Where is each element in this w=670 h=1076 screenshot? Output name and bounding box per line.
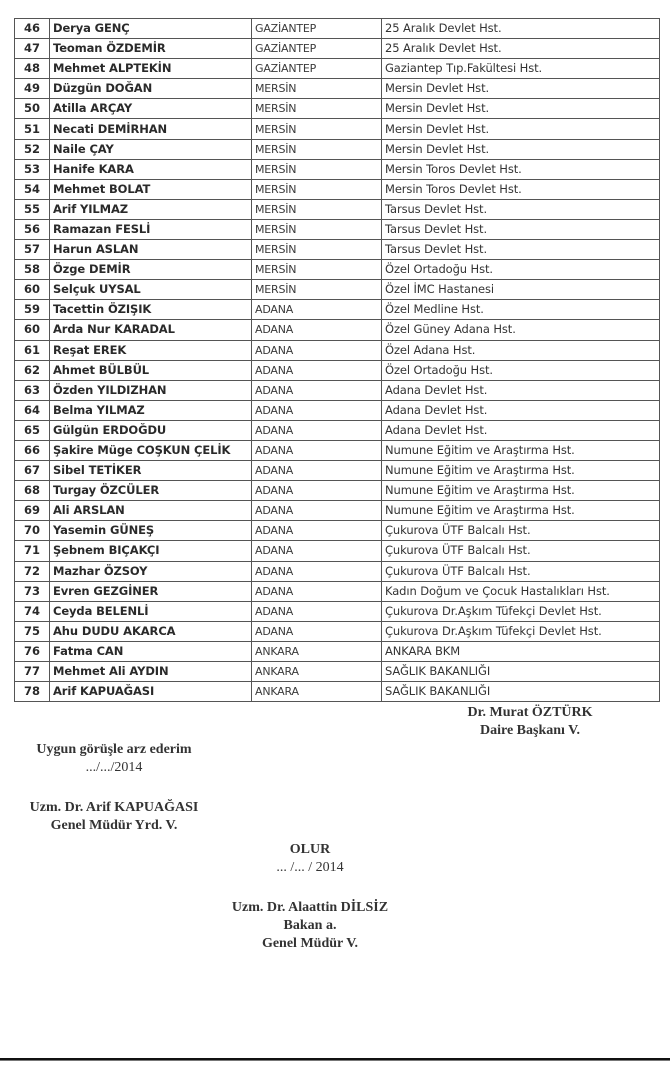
- city-cell: GAZİANTEP: [252, 39, 382, 59]
- city-cell: ADANA: [252, 461, 382, 481]
- table-row: [15, 501, 660, 521]
- hospital-cell: Mersin Toros Devlet Hst.: [382, 159, 660, 179]
- person-name-cell: Teoman ÖZDEMİR: [50, 39, 252, 59]
- city-cell: ADANA: [252, 481, 382, 501]
- table-row: [15, 621, 660, 641]
- person-name-cell: Şakire Müge COŞKUN ÇELİK: [50, 440, 252, 460]
- hospital-cell: Çukurova Dr.Aşkım Tüfekçi Devlet Hst.: [382, 601, 660, 621]
- table-row: [15, 662, 660, 682]
- table-row: [15, 581, 660, 601]
- row-number-cell: 49: [15, 79, 50, 99]
- person-name-cell: Özden YILDIZHAN: [50, 380, 252, 400]
- city-cell: ADANA: [252, 420, 382, 440]
- hospital-cell: 25 Aralık Devlet Hst.: [382, 19, 660, 39]
- table-row: [15, 280, 660, 300]
- person-name-cell: Ali ARSLAN: [50, 501, 252, 521]
- row-number-cell: 51: [15, 119, 50, 139]
- person-name-cell: Belma YILMAZ: [50, 400, 252, 420]
- person-name-cell: Necati DEMİRHAN: [50, 119, 252, 139]
- deputy-general-manager-signature: [14, 799, 214, 835]
- person-name-cell: Mehmet Ali AYDIN: [50, 662, 252, 682]
- hospital-cell: Tarsus Devlet Hst.: [382, 219, 660, 239]
- person-name-cell: Selçuk UYSAL: [50, 280, 252, 300]
- hospital-cell: SAĞLIK BAKANLIĞI: [382, 682, 660, 702]
- table-row: [15, 521, 660, 541]
- person-name-cell: Mazhar ÖZSOY: [50, 561, 252, 581]
- table-row: [15, 400, 660, 420]
- row-number-cell: 70: [15, 521, 50, 541]
- table-row: [15, 360, 660, 380]
- hospital-cell: Çukurova ÜTF Balcalı Hst.: [382, 561, 660, 581]
- row-number-cell: 74: [15, 601, 50, 621]
- hospital-cell: SAĞLIK BAKANLIĞI: [382, 662, 660, 682]
- city-cell: ADANA: [252, 541, 382, 561]
- hospital-cell: 25 Aralık Devlet Hst.: [382, 39, 660, 59]
- row-number-cell: 78: [15, 682, 50, 702]
- row-number-cell: 66: [15, 440, 50, 460]
- city-cell: MERSİN: [252, 119, 382, 139]
- general-manager-signature: [210, 899, 410, 953]
- row-number-cell: 50: [15, 99, 50, 119]
- hospital-cell: Numune Eğitim ve Araştırma Hst.: [382, 440, 660, 460]
- general-manager-name: Uzm. Dr. Alaattin DİLSİZ: [231, 900, 389, 915]
- row-number-cell: 60: [15, 320, 50, 340]
- city-cell: ADANA: [252, 360, 382, 380]
- table-row: [15, 179, 660, 199]
- row-number-cell: 65: [15, 420, 50, 440]
- staff-assignment-table: [14, 18, 660, 702]
- city-cell: ANKARA: [252, 641, 382, 661]
- person-name-cell: Gülgün ERDOĞDU: [50, 420, 252, 440]
- table-row: [15, 240, 660, 260]
- general-manager-title-1: Bakan a.: [283, 918, 337, 933]
- row-number-cell: 72: [15, 561, 50, 581]
- row-number-cell: 73: [15, 581, 50, 601]
- city-cell: MERSİN: [252, 260, 382, 280]
- row-number-cell: 54: [15, 179, 50, 199]
- table-row: [15, 19, 660, 39]
- person-name-cell: Şebnem BIÇAKÇI: [50, 541, 252, 561]
- city-cell: MERSİN: [252, 159, 382, 179]
- approval-note: [14, 741, 214, 777]
- city-cell: ADANA: [252, 400, 382, 420]
- person-name-cell: Arif KAPUAĞASI: [50, 682, 252, 702]
- hospital-cell: Çukurova ÜTF Balcalı Hst.: [382, 541, 660, 561]
- person-name-cell: Yasemin GÜNEŞ: [50, 521, 252, 541]
- hospital-cell: Özel İMC Hastanesi: [382, 280, 660, 300]
- department-head-title: Daire Başkanı V.: [480, 723, 580, 738]
- city-cell: ADANA: [252, 340, 382, 360]
- hospital-cell: Özel Ortadoğu Hst.: [382, 260, 660, 280]
- table-row: [15, 440, 660, 460]
- row-number-cell: 67: [15, 461, 50, 481]
- city-cell: ADANA: [252, 521, 382, 541]
- table-row: [15, 601, 660, 621]
- row-number-cell: 58: [15, 260, 50, 280]
- table-row: [15, 300, 660, 320]
- city-cell: ADANA: [252, 501, 382, 521]
- person-name-cell: Ahmet BÜLBÜL: [50, 360, 252, 380]
- row-number-cell: 48: [15, 59, 50, 79]
- person-name-cell: Düzgün DOĞAN: [50, 79, 252, 99]
- hospital-cell: Gaziantep Tıp.Fakültesi Hst.: [382, 59, 660, 79]
- person-name-cell: Arda Nur KARADAL: [50, 320, 252, 340]
- table-row: [15, 682, 660, 702]
- hospital-cell: Özel Güney Adana Hst.: [382, 320, 660, 340]
- table-row: [15, 320, 660, 340]
- city-cell: MERSİN: [252, 280, 382, 300]
- table-row: [15, 139, 660, 159]
- hospital-cell: Numune Eğitim ve Araştırma Hst.: [382, 501, 660, 521]
- person-name-cell: Mehmet ALPTEKİN: [50, 59, 252, 79]
- approval-note-date: .../.../2014: [85, 760, 143, 775]
- city-cell: ANKARA: [252, 682, 382, 702]
- person-name-cell: Harun ASLAN: [50, 240, 252, 260]
- table-row: [15, 641, 660, 661]
- row-number-cell: 62: [15, 360, 50, 380]
- table-row: [15, 561, 660, 581]
- table-row: [15, 541, 660, 561]
- person-name-cell: Arif YILMAZ: [50, 199, 252, 219]
- hospital-cell: Tarsus Devlet Hst.: [382, 240, 660, 260]
- city-cell: GAZİANTEP: [252, 19, 382, 39]
- table-row: [15, 260, 660, 280]
- table-row: [15, 461, 660, 481]
- olur-label: OLUR: [289, 842, 331, 857]
- city-cell: ADANA: [252, 380, 382, 400]
- city-cell: ADANA: [252, 581, 382, 601]
- olur-date: ... /... / 2014: [276, 860, 344, 875]
- table-row: [15, 340, 660, 360]
- row-number-cell: 71: [15, 541, 50, 561]
- table-row: [15, 39, 660, 59]
- row-number-cell: 56: [15, 219, 50, 239]
- row-number-cell: 55: [15, 199, 50, 219]
- row-number-cell: 77: [15, 662, 50, 682]
- city-cell: GAZİANTEP: [252, 59, 382, 79]
- hospital-cell: Mersin Devlet Hst.: [382, 79, 660, 99]
- row-number-cell: 57: [15, 240, 50, 260]
- person-name-cell: Atilla ARÇAY: [50, 99, 252, 119]
- hospital-cell: Özel Ortadoğu Hst.: [382, 360, 660, 380]
- city-cell: MERSİN: [252, 179, 382, 199]
- row-number-cell: 53: [15, 159, 50, 179]
- person-name-cell: Derya GENÇ: [50, 19, 252, 39]
- row-number-cell: 47: [15, 39, 50, 59]
- hospital-cell: Numune Eğitim ve Araştırma Hst.: [382, 481, 660, 501]
- table-row: [15, 481, 660, 501]
- row-number-cell: 61: [15, 340, 50, 360]
- table-body: [15, 19, 660, 702]
- olur-approval: [210, 841, 410, 877]
- city-cell: ANKARA: [252, 662, 382, 682]
- hospital-cell: Mersin Devlet Hst.: [382, 119, 660, 139]
- hospital-cell: Çukurova Dr.Aşkım Tüfekçi Devlet Hst.: [382, 621, 660, 641]
- city-cell: ADANA: [252, 300, 382, 320]
- person-name-cell: Sibel TETİKER: [50, 461, 252, 481]
- table-row: [15, 420, 660, 440]
- city-cell: ADANA: [252, 621, 382, 641]
- row-number-cell: 69: [15, 501, 50, 521]
- table-row: [15, 219, 660, 239]
- person-name-cell: Reşat EREK: [50, 340, 252, 360]
- general-manager-title-2: Genel Müdür V.: [261, 936, 359, 951]
- person-name-cell: Ahu DUDU AKARCA: [50, 621, 252, 641]
- department-head-name: Dr. Murat ÖZTÜRK: [467, 705, 593, 720]
- hospital-cell: Mersin Devlet Hst.: [382, 139, 660, 159]
- deputy-general-manager-name: Uzm. Dr. Arif KAPUAĞASI: [29, 800, 199, 815]
- city-cell: MERSİN: [252, 219, 382, 239]
- row-number-cell: 76: [15, 641, 50, 661]
- deputy-general-manager-title: Genel Müdür Yrd. V.: [50, 818, 178, 833]
- department-head-signature: [430, 704, 630, 740]
- row-number-cell: 64: [15, 400, 50, 420]
- city-cell: ADANA: [252, 320, 382, 340]
- city-cell: MERSİN: [252, 139, 382, 159]
- page-bottom-rule: [0, 1058, 670, 1061]
- row-number-cell: 46: [15, 19, 50, 39]
- person-name-cell: Evren GEZGİNER: [50, 581, 252, 601]
- approval-note-text: Uygun görüşle arz ederim: [36, 742, 192, 757]
- table-row: [15, 199, 660, 219]
- person-name-cell: Ramazan FESLİ: [50, 219, 252, 239]
- hospital-cell: Mersin Toros Devlet Hst.: [382, 179, 660, 199]
- hospital-cell: Kadın Doğum ve Çocuk Hastalıkları Hst.: [382, 581, 660, 601]
- table-row: [15, 79, 660, 99]
- city-cell: ADANA: [252, 440, 382, 460]
- person-name-cell: Fatma CAN: [50, 641, 252, 661]
- hospital-cell: Numune Eğitim ve Araştırma Hst.: [382, 461, 660, 481]
- person-name-cell: Turgay ÖZCÜLER: [50, 481, 252, 501]
- row-number-cell: 75: [15, 621, 50, 641]
- table-row: [15, 159, 660, 179]
- hospital-cell: Mersin Devlet Hst.: [382, 99, 660, 119]
- row-number-cell: 68: [15, 481, 50, 501]
- hospital-cell: Tarsus Devlet Hst.: [382, 199, 660, 219]
- table-row: [15, 59, 660, 79]
- city-cell: MERSİN: [252, 79, 382, 99]
- table-row: [15, 99, 660, 119]
- row-number-cell: 63: [15, 380, 50, 400]
- city-cell: ADANA: [252, 561, 382, 581]
- hospital-cell: Özel Adana Hst.: [382, 340, 660, 360]
- hospital-cell: Adana Devlet Hst.: [382, 400, 660, 420]
- person-name-cell: Özge DEMİR: [50, 260, 252, 280]
- hospital-cell: Adana Devlet Hst.: [382, 420, 660, 440]
- hospital-cell: ANKARA BKM: [382, 641, 660, 661]
- person-name-cell: Ceyda BELENLİ: [50, 601, 252, 621]
- person-name-cell: Mehmet BOLAT: [50, 179, 252, 199]
- city-cell: MERSİN: [252, 199, 382, 219]
- person-name-cell: Naile ÇAY: [50, 139, 252, 159]
- hospital-cell: Özel Medline Hst.: [382, 300, 660, 320]
- city-cell: ADANA: [252, 601, 382, 621]
- person-name-cell: Tacettin ÖZIŞIK: [50, 300, 252, 320]
- row-number-cell: 59: [15, 300, 50, 320]
- row-number-cell: 52: [15, 139, 50, 159]
- row-number-cell: 60: [15, 280, 50, 300]
- table-row: [15, 119, 660, 139]
- table-row: [15, 380, 660, 400]
- hospital-cell: Çukurova ÜTF Balcalı Hst.: [382, 521, 660, 541]
- city-cell: MERSİN: [252, 99, 382, 119]
- hospital-cell: Adana Devlet Hst.: [382, 380, 660, 400]
- city-cell: MERSİN: [252, 240, 382, 260]
- person-name-cell: Hanife KARA: [50, 159, 252, 179]
